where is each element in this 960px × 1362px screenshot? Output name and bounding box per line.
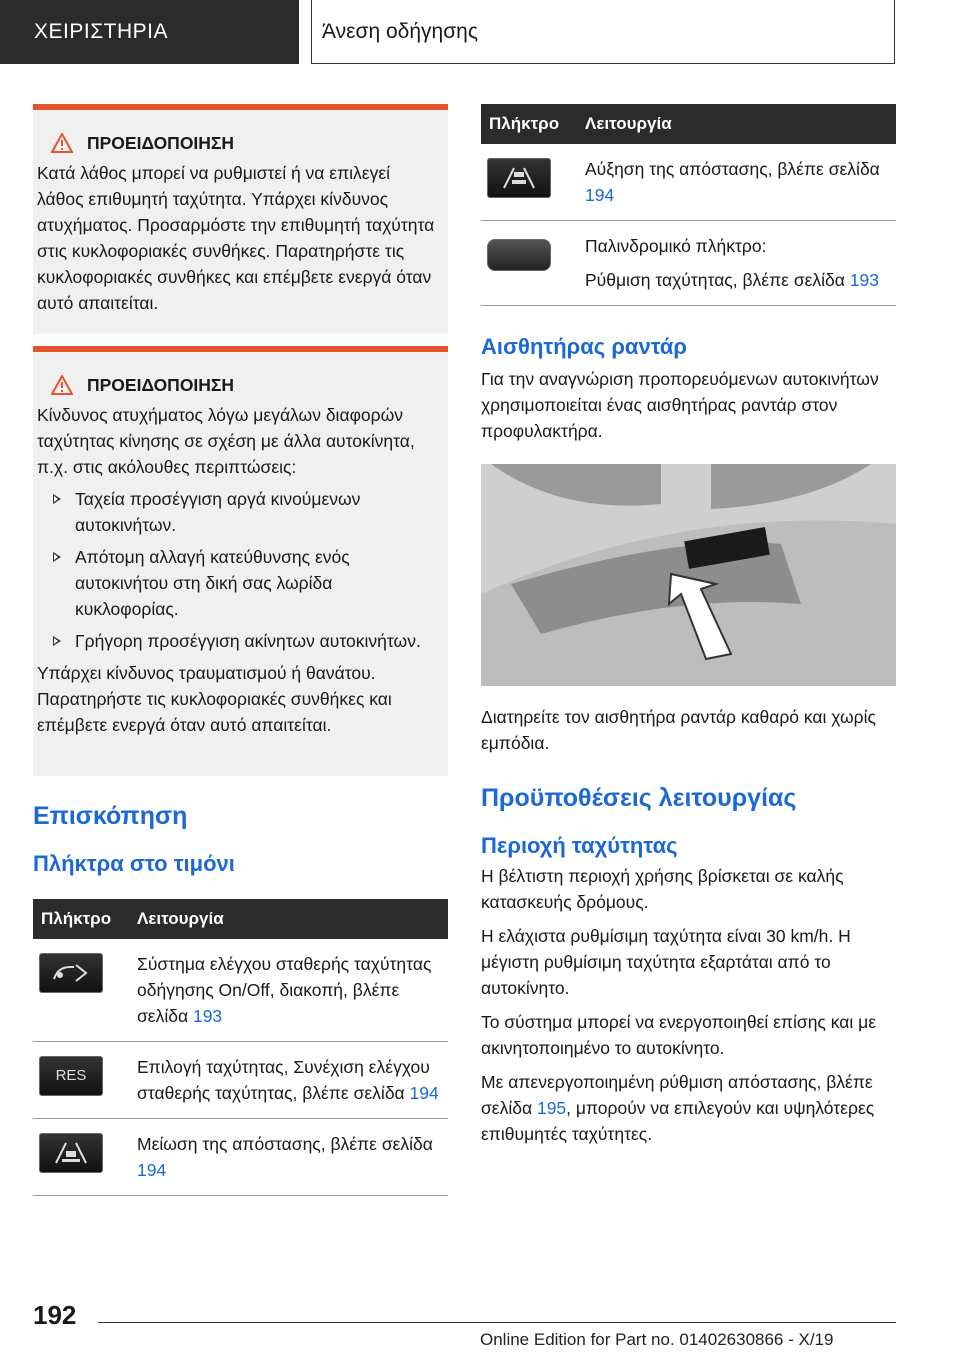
table-row: RES Επιλογή ταχύτητας, Συνέχιση ελέγχου σταθερής ταχύτητας, βλέπε σελίδα 194: [33, 1042, 448, 1119]
requirements-p4: Με απενεργοποιημένη ρύθμιση απόστασης, βλέπε σελίδα 195, μπορούν να επιλεγούν και υψηλότερες επιθυμητές ταχύτητες.: [481, 1072, 875, 1144]
warning-title: ΠΡΟΕΙΔΟΠΟΙΗΣΗ: [51, 130, 440, 156]
res-button-icon: RES: [39, 1056, 103, 1096]
warning-triangle-icon: [51, 133, 73, 153]
page-link[interactable]: 193: [192, 1006, 223, 1026]
right-column: [481, 104, 896, 1147]
warning-list: [35, 486, 440, 654]
bullet-triangle-icon: [53, 494, 61, 504]
requirements-p1: Η βέλτιστη περιοχή χρήσης βρίσκεται σε καλής κατασκευής δρόμους.: [481, 866, 844, 912]
requirements-heading: Προϋποθέσεις λειτουργίας: [481, 784, 797, 812]
list-item: Γρήγορη προσέγγιση ακίνητων αυτοκινήτων.: [35, 628, 440, 654]
table-row: Παλινδρομικό πλήκτρο: Ρύθμιση ταχύτητας, βλέπε σελίδα 193: [481, 221, 896, 306]
left-column: [33, 104, 448, 1196]
table-header-row: [33, 899, 448, 939]
warning-outro: Υπάρχει κίνδυνος τραυματισμού ή θανάτου. Παρατηρήστε τις κυκλοφοριακές συνθήκες και επέμβετε ενεργά όταν αυτό απαιτείται.: [37, 663, 392, 735]
warning-triangle-icon: [51, 375, 73, 395]
requirements-p2: Η ελάχιστα ρυθμίσιμη ταχύτητα είναι 30 km/h. Η μέγιστη ρυθμίσιμη ταχύτητα εξαρτάται από το αυτοκίνητο.: [481, 926, 851, 998]
page-number: 192: [33, 1300, 77, 1330]
table-row: Μείωση της απόστασης, βλέπε σελίδα 194: [33, 1119, 448, 1196]
page-link[interactable]: 193: [849, 270, 879, 290]
column-header-key: Πλήκτρο: [481, 104, 577, 144]
rocker-switch-icon: [487, 239, 551, 271]
column-header-function: Λειτουργία: [577, 104, 896, 144]
radar-sensor-photo: [481, 464, 896, 686]
page-link[interactable]: 194: [585, 185, 615, 205]
steering-buttons-heading: Πλήκτρα στο τιμόνι: [33, 851, 235, 876]
footer-edition: Online Edition for Part no. 01402630866 - X/19: [480, 1330, 834, 1349]
page-link[interactable]: 194: [409, 1083, 439, 1103]
radar-heading: Αισθητήρας ραντάρ: [481, 334, 688, 359]
column-header-function: Λειτουργία: [129, 899, 448, 939]
radar-caption: Διατηρείτε τον αισθητήρα ραντάρ καθαρό και χωρίς εμπόδια.: [481, 707, 876, 753]
decrease-distance-icon: [39, 1133, 103, 1173]
list-item: Ταχεία προσέγγιση αργά κινούμενων αυτοκινήτων.: [35, 486, 440, 538]
section-header: [311, 0, 895, 64]
warning-title: ΠΡΟΕΙΔΟΠΟΙΗΣΗ: [51, 372, 440, 398]
page-link[interactable]: 195: [536, 1098, 567, 1118]
warning-text: Κατά λάθος μπορεί να ρυθμιστεί ή να επιλεγεί λάθος επιθυμητή ταχύτητα. Υπάρχει κίνδυνος ατυχήματος. Προσαρμόστε την επιθυμητή ταχύτητα στις κυκλοφοριακές συνθήκες. Παρατηρήστε τις κυκλοφοριακές συνθήκες και επέμβετε ενεργά όταν αυτό απαιτείται.: [37, 163, 435, 313]
overview-heading: Επισκόπηση: [33, 802, 188, 830]
warning-box-1: [33, 104, 448, 334]
bullet-triangle-icon: [53, 552, 61, 562]
chapter-tab: [0, 0, 299, 64]
bullet-triangle-icon: [53, 636, 61, 646]
warning-box-2: [33, 346, 448, 776]
table-row: Σύστημα ελέγχου σταθερής ταχύτητας οδήγησης On/Off, διακοπή, βλέπε σελίδα 193: [33, 939, 448, 1042]
page-link[interactable]: 194: [137, 1160, 167, 1180]
section-title: Άνεση οδήγησης: [322, 19, 478, 43]
table-row: Αύξηση της απόστασης, βλέπε σελίδα 194: [481, 144, 896, 221]
table-header-row: [481, 104, 896, 144]
increase-distance-icon: [487, 158, 551, 198]
column-header-key: Πλήκτρο: [33, 899, 129, 939]
steering-buttons-table: [33, 899, 448, 1196]
requirements-p3: Το σύστημα μπορεί να ενεργοποιηθεί επίσης και με ακινητοποιημένο το αυτοκίνητο.: [481, 1012, 877, 1058]
radar-text: Για την αναγνώριση προπορευόμενων αυτοκινήτων χρησιμοποιείται ένας αισθητήρας ραντάρ στον προφυλακτήρα.: [481, 369, 879, 441]
right-buttons-table: [481, 104, 896, 306]
list-item: Απότομη αλλαγή κατεύθυνσης ενός αυτοκινήτου στη δική σας λωρίδα κυκλοφορίας.: [35, 544, 440, 622]
footer-divider: [98, 1322, 896, 1323]
speed-range-heading: Περιοχή ταχύτητας: [481, 833, 678, 858]
cruise-control-icon: [39, 953, 103, 993]
chapter-title: ΧΕΙΡΙΣΤΗΡΙΑ: [34, 20, 169, 43]
warning-intro: Κίνδυνος ατυχήματος λόγω μεγάλων διαφορών ταχύτητας κίνησης σε σχέση με άλλα αυτοκίνητα, π.χ. στις ακόλουθες περιπτώσεις:: [37, 405, 415, 477]
